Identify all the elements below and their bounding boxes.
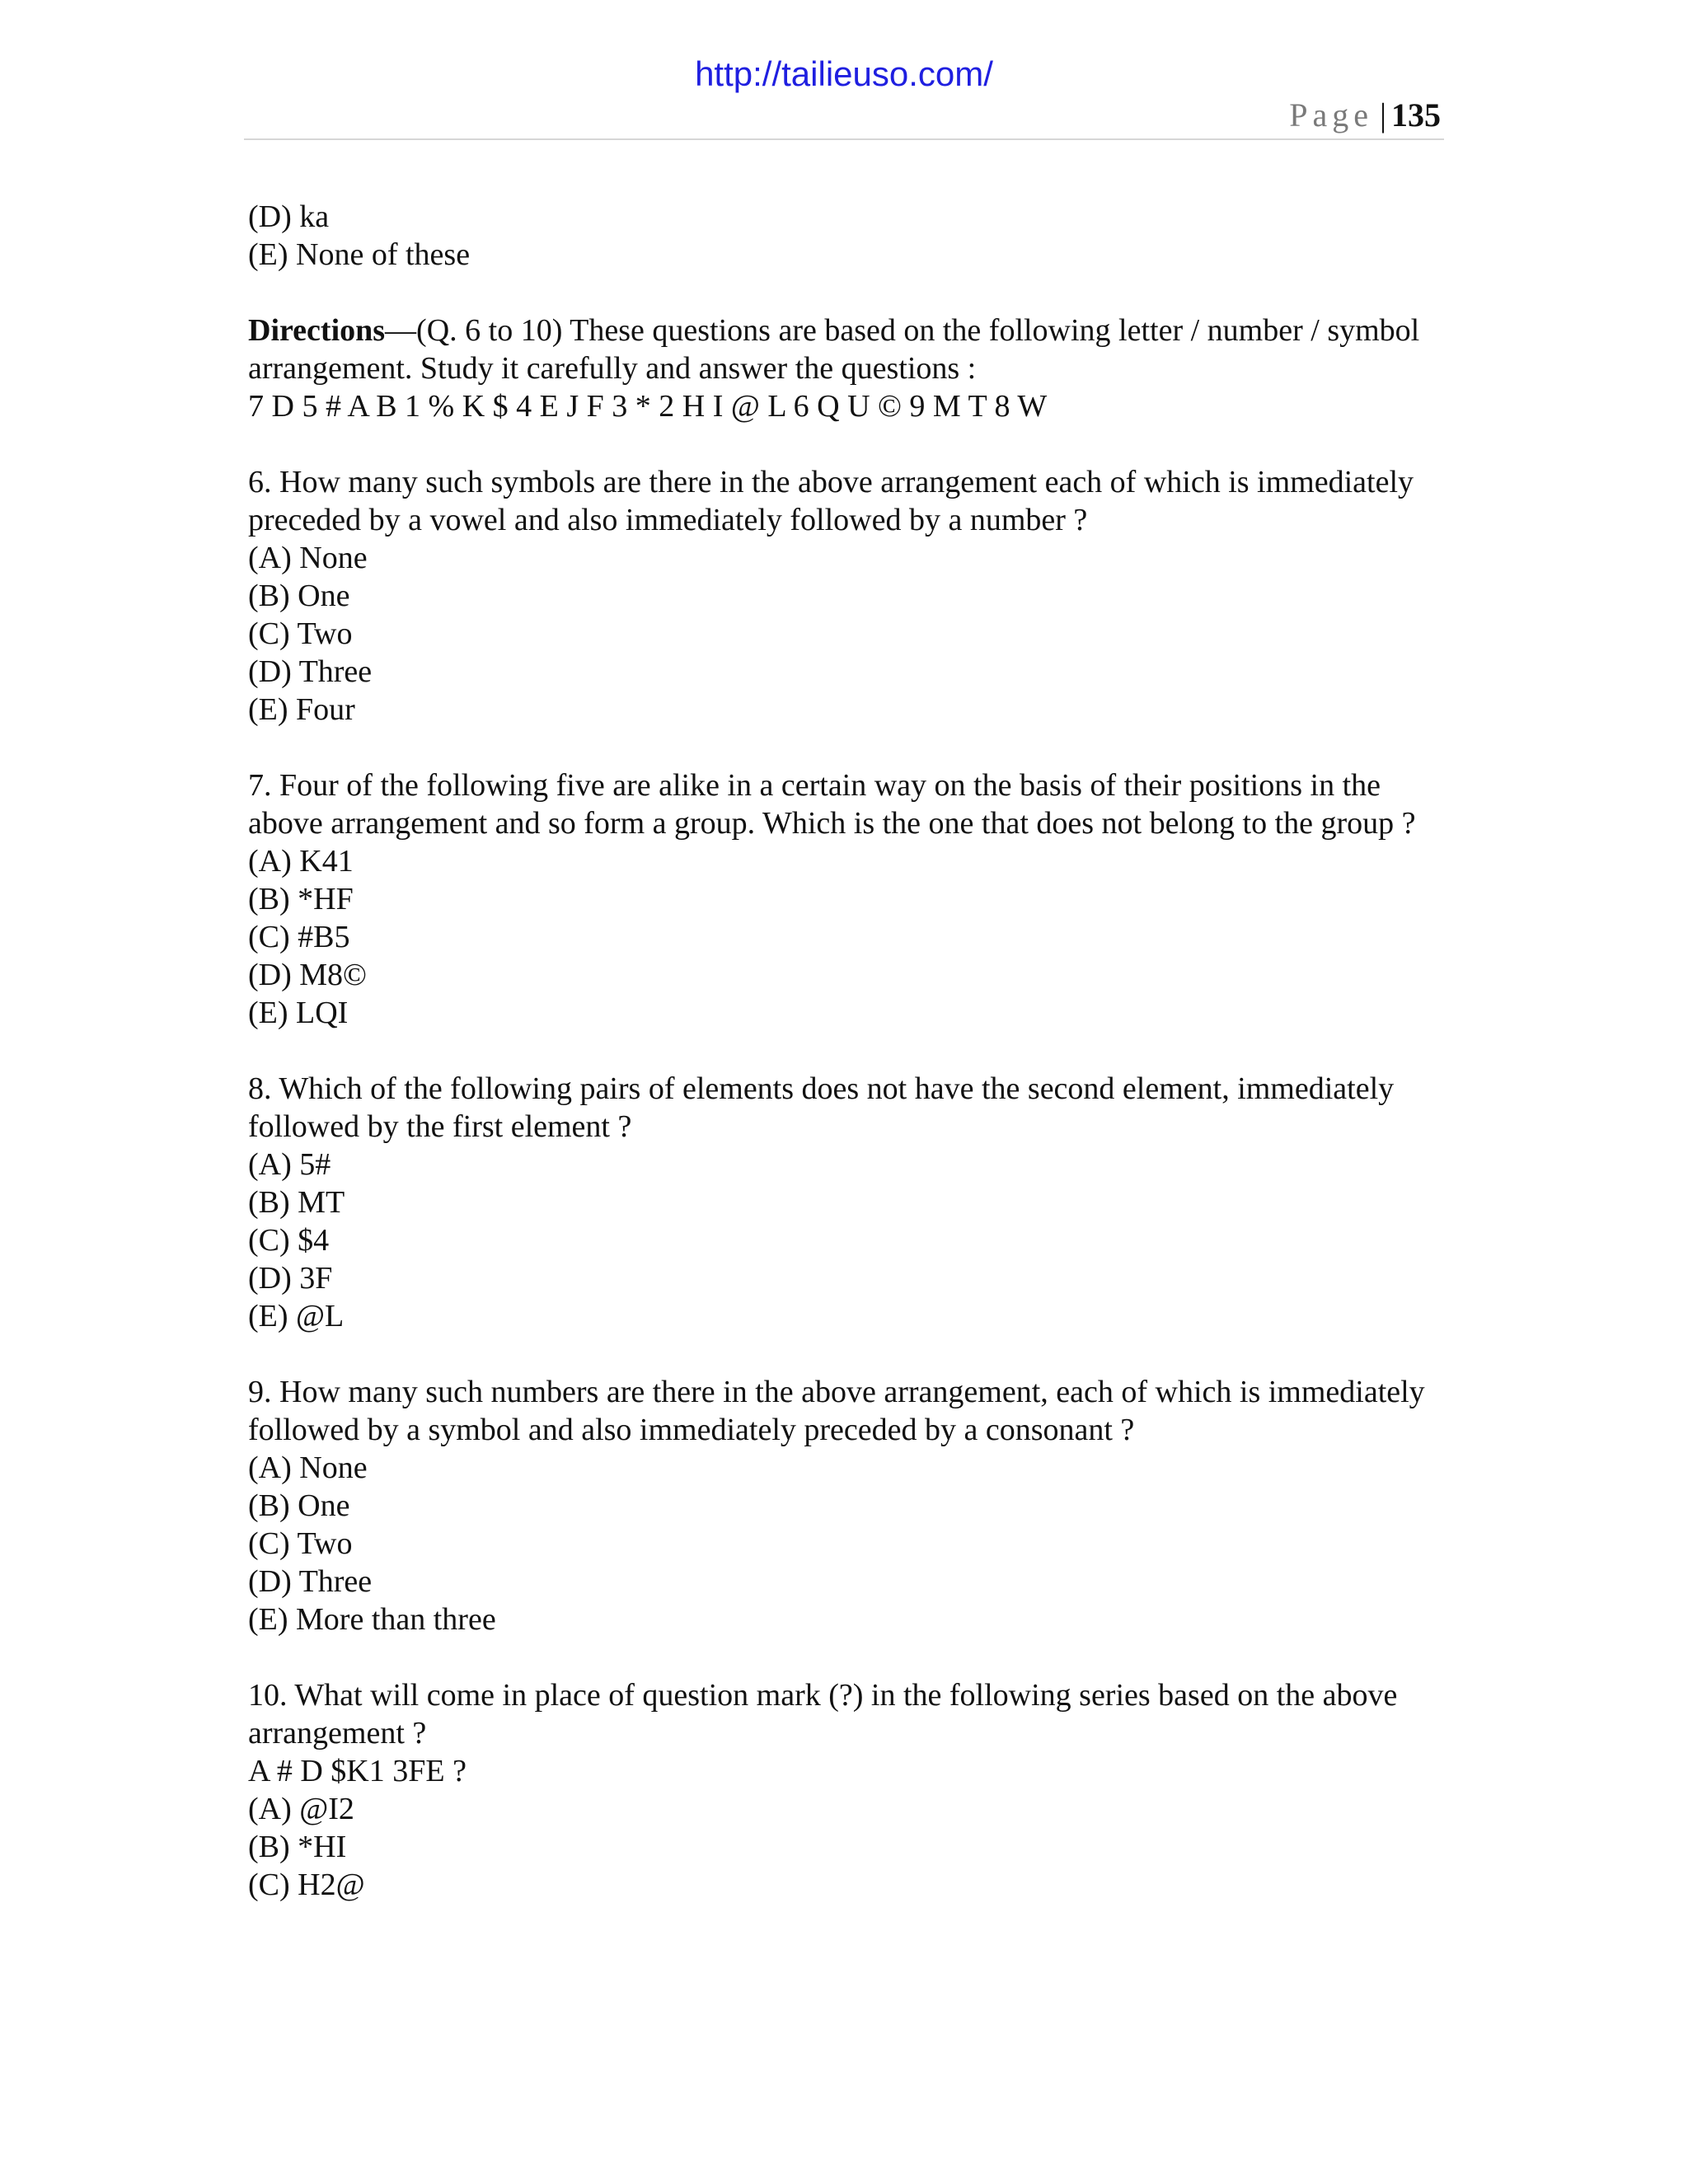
option: (D) Three: [248, 654, 373, 689]
question-text: 9. How many such numbers are there in the above arrangement, each of which is immediately followed by a symbol and also immediately preceded by a consonant ?: [248, 1375, 1425, 1447]
spacer: [248, 729, 1443, 766]
option: (E) @L: [248, 1299, 345, 1333]
directions-label: Directions: [248, 313, 386, 348]
question-text: 6. How many such symbols are there in the above arrangement each of which is immediately preceded by a vowel and also immediately followed by a number ?: [248, 465, 1414, 537]
spacer: [248, 1335, 1443, 1373]
page-number: 135: [1391, 96, 1441, 134]
option-d-ka: (D) ka: [248, 199, 330, 234]
spacer: [248, 425, 1443, 463]
spacer: [248, 1638, 1443, 1676]
option: (B) MT: [248, 1185, 345, 1220]
option: (B) *HI: [248, 1830, 347, 1864]
header-divider: [244, 138, 1444, 140]
arrangement-sequence: 7 D 5 # A B 1 % K $ 4 E J F 3 * 2 H I @ L 6 Q U © 9 M T 8 W: [248, 389, 1048, 424]
page-separator: |: [1379, 96, 1386, 134]
question-8: [248, 1070, 1443, 1335]
option-e-none-of-these: (E) None of these: [248, 237, 471, 272]
option: (D) M8©: [248, 958, 367, 992]
question-9: [248, 1373, 1443, 1638]
directions-text: —(Q. 6 to 10) These questions are based on the following letter / number / symbol arrangement. Study it carefully and answer the questions :: [248, 313, 1420, 386]
option: (A) None: [248, 1451, 368, 1485]
option: (A) None: [248, 541, 368, 575]
option: (C) Two: [248, 616, 353, 651]
option: (B) One: [248, 579, 350, 613]
question-10: [248, 1676, 1443, 1904]
spacer: [248, 1032, 1443, 1070]
question-text: 10. What will come in place of question mark (?) in the following series based on the above arrangement ?: [248, 1678, 1398, 1750]
question-6: [248, 463, 1443, 729]
page-number-indicator: [1289, 96, 1441, 134]
option: (B) *HF: [248, 882, 354, 916]
option: (C) H2@: [248, 1868, 365, 1902]
option: (E) More than three: [248, 1602, 496, 1637]
spacer: [248, 274, 1443, 312]
option: (A) @I2: [248, 1792, 354, 1826]
header-url-link[interactable]: http://tailieuso.com/: [695, 54, 993, 93]
option: (A) 5#: [248, 1147, 331, 1182]
question-text: 8. Which of the following pairs of elements does not have the second element, immediately followed by the first element ?: [248, 1071, 1395, 1144]
option: (C) Two: [248, 1526, 353, 1561]
question-text: 7. Four of the following five are alike in a certain way on the basis of their positions in the above arrangement and so form a group. Which is the one that does not belong to the group ?: [248, 768, 1416, 841]
series-sequence: A # D $K1 3FE ?: [248, 1754, 467, 1788]
option: (D) Three: [248, 1564, 373, 1599]
option: (C) #B5: [248, 920, 350, 954]
page-label: Page: [1289, 96, 1373, 134]
option: (A) K41: [248, 844, 354, 879]
option: (C) $4: [248, 1223, 330, 1258]
option: (D) 3F: [248, 1261, 333, 1296]
document-body: [248, 198, 1443, 1904]
question-7: [248, 766, 1443, 1032]
option: (E) LQI: [248, 996, 349, 1030]
option: (E) Four: [248, 692, 355, 727]
option: (B) One: [248, 1488, 350, 1523]
directions-paragraph: [248, 312, 1443, 387]
